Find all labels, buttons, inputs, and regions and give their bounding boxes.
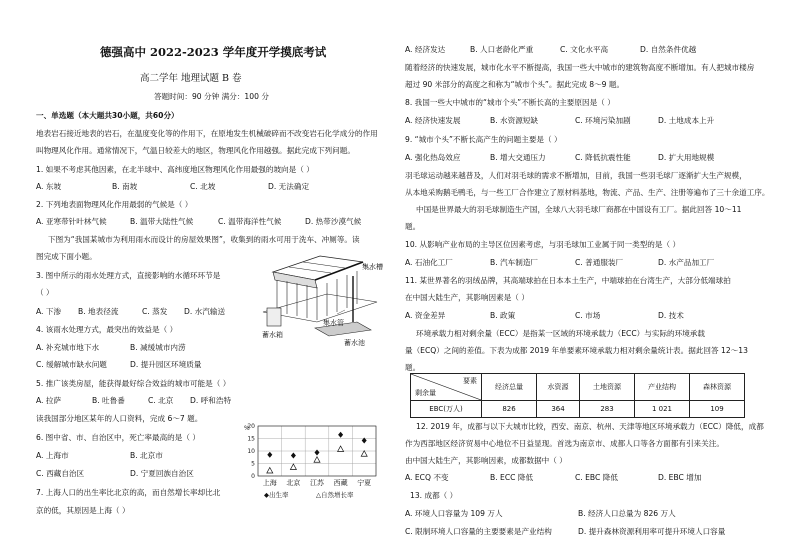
intro-text: 从本地采购鹅毛鸭毛，与一些工厂合作建立了原材料基地，物流、产品、生产、注册等遍布了三十余道工序。 (405, 188, 770, 197)
growth-rate-point (290, 464, 296, 470)
option[interactable]: C. 市场 (575, 311, 601, 320)
table-col-header: 产业结构 (635, 374, 690, 401)
option[interactable]: B. 汽车制造厂 (490, 258, 539, 267)
option[interactable]: C. 温带海洋性气候 (218, 217, 282, 226)
intro-text: 环境承载力相对剩余量（ECC）是指某一区域的环境承载力（ECC）与实际的环境承载 (416, 329, 705, 338)
exam-title: 德强高中 2022-2023 学年度开学摸底考试 (100, 45, 327, 59)
option[interactable]: B. ECC 降低 (490, 473, 534, 482)
option[interactable]: B. 人口老龄化严重 (470, 45, 534, 54)
intro-text: 地表岩石接近地表的岩石，在温度变化等的作用下，在原地发生机械破碎而不改变岩石化学成分的作用 (36, 129, 378, 138)
option[interactable]: B. 经济人口总量为 826 万人 (578, 509, 676, 518)
legend-growth-rate: △自然增长率 (316, 491, 354, 499)
table-cell: 826 (482, 401, 537, 418)
question-3: 3. 图中所示的雨水处理方式，直接影响的水循环环节是 (36, 271, 221, 280)
table-col-header: 经济总量 (482, 374, 537, 401)
option[interactable]: D. 宁夏回族自治区 (130, 469, 194, 478)
option[interactable]: C. 限制环境人口容量的主要要素是产业结构 (405, 527, 552, 536)
option[interactable]: A. ECQ 不变 (405, 473, 449, 482)
growth-rate-point (267, 468, 273, 474)
option[interactable]: B. 水资源短缺 (490, 116, 539, 125)
question-12-cont: 作为西部地区经济贸易中心地位不日益显现。首选为南京市、成都人口等各方面都有引来关注。 (405, 439, 724, 448)
question-7: 7. 上海人口的出生率比北京的高，而自然增长率却比北 (36, 488, 221, 497)
x-tick-label: 上海 (262, 479, 277, 487)
question-12-cont: 由中国大陆生产，其影响因素，成都数据中（ ） (405, 456, 567, 465)
table-corner-header (411, 374, 482, 401)
option[interactable]: A. 补充城市地下水 (36, 343, 100, 352)
intro-text: 读我国部分地区某年的人口资料，完成 6～7 题。 (36, 414, 203, 423)
question-11-cont: 在中国大陆生产，其影响因素是（ ） (405, 293, 529, 302)
intro-text: 下图为“我国某城市为利用雨水而设计的房屋效果图”，收集到的雨水可用于洗车、冲厕等。读 (48, 235, 360, 244)
question-6: 6. 图中省、市、自治区中，死亡率最高的是（ ） (36, 433, 200, 442)
table-col-header: 森林资源 (690, 374, 745, 401)
label-tank: 蓄水箱 (262, 331, 283, 339)
option[interactable]: A. 东坡 (36, 182, 62, 191)
option[interactable]: B. 北京市 (130, 451, 163, 460)
y-axis-label: % (244, 425, 250, 432)
option[interactable]: A. 亚寒带针叶林气候 (36, 217, 107, 226)
option[interactable]: C. 缓解城市缺水问题 (36, 360, 107, 369)
x-tick-label: 西藏 (333, 479, 348, 487)
table-col-header: 土地资源 (580, 374, 635, 401)
question-8: 8. 我国一些大中城市的“城市个头”不断长高的主要原因是（ ） (405, 98, 615, 107)
option[interactable]: B. 温带大陆性气候 (130, 217, 194, 226)
option[interactable]: D. EBC 增加 (658, 473, 702, 482)
option[interactable]: A. 石油化工厂 (405, 258, 453, 267)
y-tick-label: 15 (247, 435, 255, 443)
table-cell: 283 (580, 401, 635, 418)
intro-text: 羽毛球运动越来越普及，人们对羽毛球的需求不断增加，目前，我国一些羽毛球厂逐渐扩大生产规模， (405, 171, 747, 180)
option[interactable]: A. 强化热岛效应 (405, 153, 461, 162)
table-row-label: EBC(万人) (411, 401, 482, 418)
option[interactable]: D. 呼和浩特 (190, 396, 232, 405)
birth-rate-point (267, 452, 272, 458)
intro-text: 量（ECQ）之间的差值。下表为成都 2019 年单要素环境承载力相对剩余量统计表。据此回答 12～13 (405, 346, 748, 355)
option[interactable]: D. 土地成本上升 (658, 116, 715, 125)
option[interactable]: D. 提升森林资源利用率可提升环境人口容量 (578, 527, 726, 536)
option[interactable]: C. 环境污染加剧 (575, 116, 631, 125)
exam-subtitle: 高二学年 地理试题 B 卷 (140, 73, 242, 84)
option[interactable]: C. 普通服装厂 (575, 258, 624, 267)
header-top: 要素 (463, 377, 477, 385)
growth-rate-point (361, 451, 367, 457)
exam-info: 答题时间：90 分钟 满分：100 分 (154, 92, 269, 101)
intro-text: 叫物理风化作用。通常情况下，气温日较差大的地区，物理风化作用越强。据此完成下列问题。 (36, 146, 355, 155)
option[interactable]: B. 增大交通压力 (490, 153, 546, 162)
y-tick-label: 5 (251, 460, 255, 468)
option[interactable]: A. 环境人口容量为 109 万人 (405, 509, 503, 518)
option[interactable]: A. 下渗 (36, 307, 62, 316)
header-bottom: 剩余量 (415, 389, 436, 397)
growth-rate-point (314, 457, 320, 463)
question-4: 4. 该雨水处理方式，最突出的效益是（ ） (36, 325, 178, 334)
option[interactable]: A. 经济快速发展 (405, 116, 461, 125)
question-5: 5. 推广该类房屋，能获得最好综合效益的城市可能是（ ） (36, 379, 231, 388)
table-cell: 1 021 (635, 401, 690, 418)
option[interactable]: D. 水产品加工厂 (658, 258, 715, 267)
label-collector: 集水槽 (362, 263, 383, 271)
y-tick-label: 10 (247, 448, 255, 455)
option[interactable]: B. 政策 (490, 311, 516, 320)
intro-text: 图完成下面小题。 (36, 252, 97, 261)
option[interactable]: D. 热带沙漠气候 (305, 217, 362, 226)
x-tick-label: 宁夏 (357, 479, 372, 487)
x-tick-label: 北京 (286, 479, 301, 487)
question-13: 13. 成都（ ） (410, 491, 458, 500)
option[interactable]: C. 西藏自治区 (36, 469, 85, 478)
intro-text: 题。 (405, 222, 421, 231)
question-12: 12. 2019 年，成都与以下大城市比较，西安、南京、杭州、天津等地区环境承载力（ECC）降低，成都 (416, 422, 764, 431)
option[interactable]: A. 资金差异 (405, 311, 446, 320)
option[interactable]: C. 北坡 (190, 182, 216, 191)
table-col-header: 水资源 (537, 374, 580, 401)
option[interactable]: B. 地表径流 (78, 307, 119, 316)
x-tick-label: 江苏 (310, 479, 324, 487)
question-11: 11. 某世界著名的羽绒品牌，其高端球拍在日本本土生产，中端球拍在台湾生产，大部分低端球拍 (405, 276, 731, 285)
question-9: 9. “城市个头”不断长高产生的问题主要是（ ） (405, 135, 562, 144)
option[interactable]: C. 文化水平高 (560, 45, 609, 54)
option[interactable]: C. 降低抗震性能 (575, 153, 631, 162)
question-2: 2. 下列地表面物理风化作用最弱的气候是（ ） (36, 200, 193, 209)
intro-text: 随着经济的快速发展，城市化水平不断提高，我国一些大中城市的建筑物高度不断增加。有人把城市楼房 (405, 63, 755, 72)
label-pool: 蓄水池 (344, 339, 365, 347)
option[interactable]: A. 经济发达 (405, 45, 446, 54)
intro-text: 超过 90 米部分的高度之和称为“城市个头”。据此完成 8～9 题。 (405, 80, 625, 89)
option[interactable]: B. 吐鲁番 (92, 396, 125, 405)
section-heading: 一、单选题（本大题共30小题，共60分） (36, 111, 179, 120)
question-10: 10. 从影响产业布局的主导区位因素考虑，与羽毛球加工业属于同一类型的是（ ） (405, 240, 681, 249)
table-cell: 364 (537, 401, 580, 418)
option[interactable]: D. 无法确定 (268, 182, 310, 191)
population-chart (236, 420, 382, 500)
growth-rate-point (338, 446, 344, 452)
intro-text: 题。 (405, 363, 421, 372)
birth-rate-point (338, 432, 343, 438)
y-tick-label: 20 (247, 423, 255, 430)
option[interactable]: C. 蒸发 (142, 307, 168, 316)
option[interactable]: A. 拉萨 (36, 396, 62, 405)
option[interactable]: B. 减缓城市内涝 (130, 343, 186, 352)
intro-text: 中国是世界最大的羽毛球制造生产国，全球八大羽毛球厂商都在中国设有工厂。据此回答 10～11 (416, 205, 742, 214)
option[interactable]: D. 自然条件优越 (640, 45, 697, 54)
legend-birth-rate: ◆出生率 (264, 491, 289, 499)
option[interactable]: D. 技术 (658, 311, 684, 320)
option[interactable]: A. 上海市 (36, 451, 69, 460)
option[interactable]: D. 提升园区环境质量 (130, 360, 202, 369)
question-1: 1. 如果不考虑其他因素，在北半球中、高纬度地区物理风化作用最强的坡向是（ ） (36, 165, 314, 174)
option[interactable]: D. 水汽输送 (184, 307, 226, 316)
y-tick-label: 0 (251, 473, 255, 480)
birth-rate-point (291, 453, 296, 459)
question-3-paren: （ ） (36, 288, 54, 297)
question-7-cont: 京的低，其原因是上海（ ） (36, 506, 130, 515)
option[interactable]: C. EBC 降低 (575, 473, 618, 482)
table-cell: 109 (690, 401, 745, 418)
birth-rate-point (315, 450, 320, 456)
option[interactable]: C. 北京 (148, 396, 174, 405)
ecc-table (410, 373, 745, 418)
option[interactable]: D. 扩大用地规模 (658, 153, 715, 162)
label-pipe: 集水管 (323, 319, 344, 327)
option[interactable]: B. 南坡 (112, 182, 138, 191)
